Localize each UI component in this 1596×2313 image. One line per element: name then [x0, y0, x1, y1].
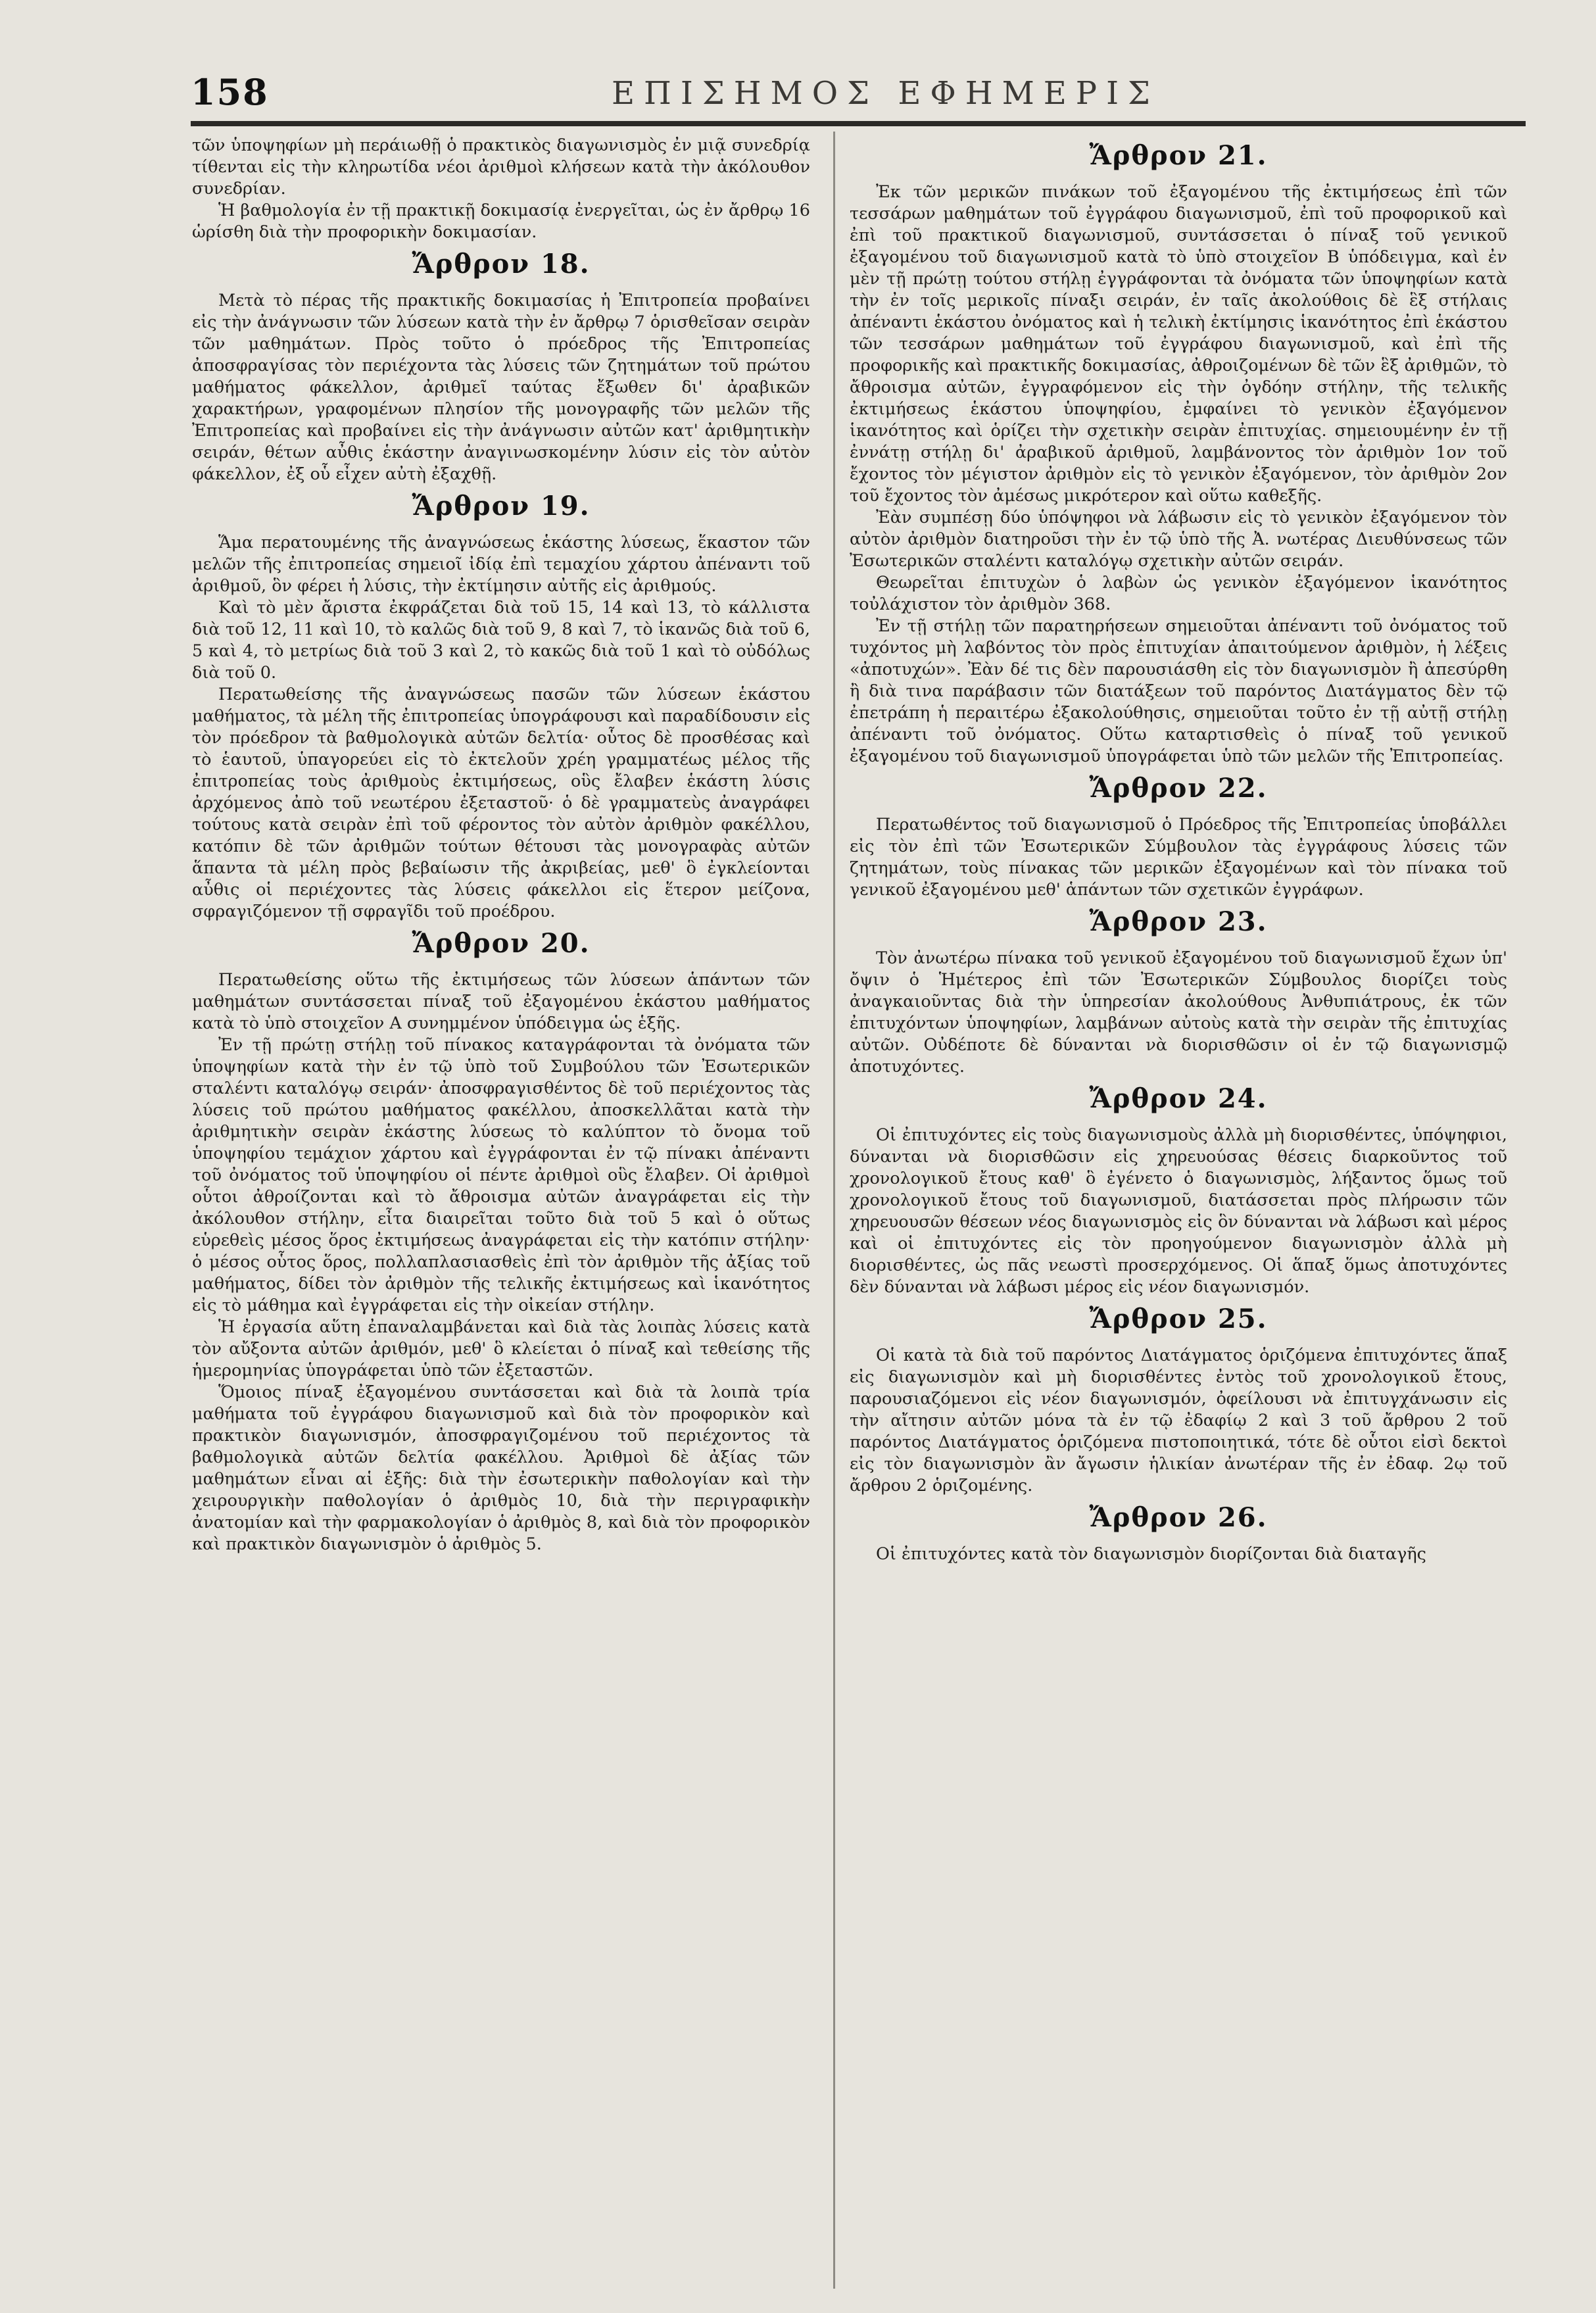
paragraph: Περατωθείσης τῆς ἀναγνώσεως πασῶν τῶν λύσεων ἑκάστου μαθήματος, τὰ μέλη τῆς ἐπιτροπείας ὑπογράφουσι καὶ παραδίδουσιν εἰς τὸν πρόεδρον τὰ βαθμολογικὰ αὐτῶν δελτία· οὗτος δὲ προσθέσας καὶ τὸ ἑαυτοῦ, ὑπαγορεύει εἰς τὸ ἐκτελοῦν χρέη γραμματέως μέλος τῆς ἐπιτροπείας τοὺς ἀριθμοὺς ἐκτιμήσεως, οὓς ἔλαβεν ἑκάστη λύσις ἀρχόμενος ἀπὸ τοῦ νεωτέρου ἐξεταστοῦ· ὁ δὲ γραμματεὺς ἀναγράφει τούτους κατὰ σειρὰν ἐπὶ τοῦ φέροντος τὸν αὐτὸν ἀριθμὸν φακέλλου, κατόπιν δὲ τῶν ἀριθμῶν τούτων θέτουσι τὰς μονογραφὰς αὐτῶν ἅπαντα τὰ μέλη πρὸς βεβαίωσιν τῆς ἀκριβείας, μεθ' ὃ ἐγκλείονται αὖθις οἱ περιέχοντες τὰς λύσεις φάκελλοι εἰς ἕτερον μείζονα, σφραγιζόμενον τῇ σφραγῖδι τοῦ προέδρου.: [192, 685, 810, 921]
article-heading: Ἄρθρον 18.: [412, 249, 591, 280]
left-column: [192, 135, 810, 1555]
paragraph: Ἐὰν συμπέσῃ δύο ὑπόψηφοι νὰ λάβωσιν εἰς τὸ γενικὸν ἐξαγόμενον τὸν αὐτὸν ἀριθμὸν διατηροῦσι τὴν ἐν τῷ ὑπὸ τῆς Ἀ. νωτέρας Διευθύνσεως τῶν Ἐσωτερικῶν σταλέντι καταλόγῳ σχετικὴν αὐτῶν σειράν.: [850, 508, 1507, 571]
paragraph: Μετὰ τὸ πέρας τῆς πρακτικῆς δοκιμασίας ἡ Ἐπιτροπεία προβαίνει εἰς τὴν ἀνάγνωσιν τῶν λύσεων κατὰ τὴν ἐν ἄρθρῳ 7 ὁρισθεῖσαν σειρὰν τῶν μαθημάτων. Πρὸς τοῦτο ὁ πρόεδρος τῆς Ἐπιτροπείας ἀποσφραγίσας τὸν περιέχοντα τὰς λύσεις τῶν ζητημάτων τοῦ πρώτου μαθήματος φάκελλον, ἀριθμεῖ ταύτας ἔξωθεν δι' ἀραβικῶν χαρακτήρων, γραφομένων πλησίον τῆς μονογραφῆς τῶν μελῶν τῆς Ἐπιτροπείας καὶ προβαίνει εἰς τὴν ἀνάγνωσιν αὐτῶν κατ' ἀριθμητικὴν σειράν, θέτων αὖθις ἑκάστην ἀναγινωσκομένην λύσιν εἰς τὸν αὐτὸν φάκελλον, ἐξ οὗ εἶχεν αὐτὴ ἐξαχθῇ.: [192, 291, 810, 484]
paragraph: Οἱ κατὰ τὰ διὰ τοῦ παρόντος Διατάγματος ὁριζόμενα ἐπιτυχόντες ἅπαξ εἰς διαγωνισμὸν καὶ μὴ διορισθέντες ἐντὸς τοῦ χρονολογικοῦ ἔτους, παρουσιαζόμενοι εἰς νέον διαγωνισμόν, ὀφείλουσι νὰ ἐπιτυγχάνωσιν εἰς τὴν αἴτησιν αὐτῶν μόνα τὰ ἐν τῷ ἐδαφίῳ 2 καὶ 3 τοῦ ἄρθρου 2 τοῦ παρόντος Διατάγματος ὁριζόμενα πιστοποιητικά, τότε δὲ οὗτοι εἰσὶ δεκτοὶ εἰς τὸν διαγωνισμὸν ἂν ἄγωσιν ἡλικίαν ἀνωτέραν τῆς ἐν ἐδαφ. 2ῳ τοῦ ἄρθρου 2 ὁριζομένης.: [850, 1346, 1507, 1496]
journal-title: ΕΠΙΣΗΜΟΣ ΕΦΗΜΕΡΙΣ: [612, 75, 1159, 112]
paragraph: Ἐκ τῶν μερικῶν πινάκων τοῦ ἐξαγομένου τῆς ἐκτιμήσεως ἐπὶ τῶν τεσσάρων μαθημάτων τοῦ ἐγγράφου διαγωνισμοῦ, ἐπὶ τοῦ προφορικοῦ καὶ ἐπὶ τοῦ πρακτικοῦ διαγωνισμοῦ, συντάσσεται ὁ πίναξ τοῦ γενικοῦ ἐξαγομένου τοῦ διαγωνισμοῦ κατὰ τὸ ὑπὸ στοιχεῖον Β ὑπόδειγμα, καὶ ἐν μὲν τῇ πρώτῃ τούτου στήλῃ ἐγγράφονται τὰ ὀνόματα τῶν ὑποψηφίων κατὰ τὴν ἐν τοῖς μερικοῖς πίναξι σειράν, ἐν ταῖς ἀκολούθοις δὲ ἓξ στήλαις ἀπέναντι ἑκάστου ὀνόματος καὶ ἡ τελικὴ ἐκτίμησις ἱκανότητος ἐπὶ ἑκάστου τῶν τεσσάρων μαθημάτων τοῦ ἐγγράφου διαγωνισμοῦ, καὶ ἐπὶ τῆς προφορικῆς καὶ πρακτικῆς δοκιμασίας, ἀθροιζομένων δὲ τῶν ἓξ ἀριθμῶν, τὸ ἄθροισμα αὐτῶν, ἐγγραφόμενον εἰς τὴν ὀγδόην στήλην, τῆς τελικῆς ἐκτιμήσεως ἑκάστου ὑποψηφίου, ἐμφαίνει τὸ γενικὸν ἐξαγόμενον ἱκανότητος καὶ ὁρίζει τὴν σχετικὴν σειρὰν ἐπιτυχίας. σημειουμένην ἐν τῇ ἐννάτῃ στήλῃ δι' ἀραβικοῦ ἀριθμοῦ, λαμβάνοντος τὸν ἀριθμὸν 1ον τοῦ ἔχοντος τὸν μέγιστον ἀριθμὸν εἰς τὸ γενικὸν ἐξαγόμενον, τὸν ἀριθμὸν 2ον τοῦ ἔχοντος τὸν ἀμέσως μικρότερον καὶ οὕτω καθεξῆς.: [850, 182, 1507, 506]
page-number: 158: [191, 71, 269, 113]
column-divider: [833, 132, 835, 2289]
article-heading: Ἄρθρον 19.: [412, 491, 591, 522]
paragraph: Ἅμα περατουμένης τῆς ἀναγνώσεως ἑκάστης λύσεως, ἕκαστον τῶν μελῶν τῆς ἐπιτροπείας σημειοῖ ἰδίᾳ ἐπὶ τεμαχίου χάρτου ἀπέναντι τοῦ ἀριθμοῦ, ὃν φέρει ἡ λύσις, τὴν ἐκτίμησιν αὐτῆς εἰς ἀριθμούς.: [192, 533, 810, 596]
paragraph: Περατωθέντος τοῦ διαγωνισμοῦ ὁ Πρόεδρος τῆς Ἐπιτροπείας ὑποβάλλει εἰς τὸν ἐπὶ τῶν Ἐσωτερικῶν Σύμβουλον τὰς ἐγγράφους λύσεις τῶν ζητημάτων, τοὺς πίνακας τῶν μερικῶν ἐξαγομένων καὶ τὸν πίνακα τοῦ γενικοῦ ἐξαγομένου μεθ' ἁπάντων τῶν σχετικῶν ἐγγράφων.: [850, 815, 1507, 900]
paragraph: Τὸν ἀνωτέρω πίνακα τοῦ γενικοῦ ἐξαγομένου τοῦ διαγωνισμοῦ ἔχων ὑπ' ὄψιν ὁ Ἡμέτερος ἐπὶ τῶν Ἐσωτερικῶν Σύμβουλος διορίζει τοὺς ἀναγκαιοῦντας διὰ τὴν ὑπηρεσίαν ἀκολούθους Ἀνθυπιάτρους, ἐκ τῶν ἐπιτυχόντων ὑποψηφίων, λαμβάνων αὐτοὺς κατὰ τὴν σειρὰν τῆς ἐπιτυχίας αὐτῶν. Οὐδέποτε δὲ δύνανται νὰ διορισθῶσιν οἱ ἐν τῷ διαγωνισμῷ ἀποτυχόντες.: [850, 948, 1507, 1077]
paragraph: Ἐν τῇ πρώτῃ στήλῃ τοῦ πίνακος καταγράφονται τὰ ὀνόματα τῶν ὑποψηφίων κατὰ τὴν ἐν τῷ ὑπὸ τοῦ Συμβούλου τῶν Ἐσωτερικῶν σταλέντι καταλόγῳ σειράν· ἀποσφραγισθέντος δὲ τοῦ περιέχοντος τὰς λύσεις τοῦ πρώτου μαθήματος φακέλλου, ἀποσκελλᾶται κατὰ τὴν ἀριθμητικὴν σειρὰν ἑκάστης λύσεως τὸ καλύπτον τὸ ὄνομα τοῦ ὑποψηφίου τεμάχιον χάρτου καὶ ἐγγράφονται ἐν τῷ πίνακι ἀπέναντι τοῦ ὀνόματος τοῦ ὑποψηφίου οἱ πέντε ἀριθμοὶ οὓς ἔλαβεν. Οἱ ἀριθμοὶ οὗτοι ἀθροίζονται καὶ τὸ ἄθροισμα αὐτῶν ἀναγράφεται εἰς τὴν ἀκόλουθον στήλην, εἶτα διαιρεῖται τοῦτο διὰ τοῦ 5 καὶ ὁ οὕτως εὑρεθεὶς μέσος ὅρος ἐκτιμήσεως ἀναγράφεται εἰς τὴν κατόπιν στήλην· ὁ μέσος οὗτος ὅρος, πολλαπλασιασθεὶς ἐπὶ τὸν ἀριθμὸν τῆς ἀξίας τοῦ μαθήματος, δίδει τὸν ἀριθμὸν τῆς τελικῆς ἐκτιμήσεως καὶ ἱκανότητος εἰς τὸ μάθημα καὶ ἐγγράφεται εἰς τὴν οἰκείαν στήλην.: [192, 1035, 810, 1315]
paragraph: Περατωθείσης οὕτω τῆς ἐκτιμήσεως τῶν λύσεων ἁπάντων τῶν μαθημάτων συντάσσεται πίναξ τοῦ ἐξαγομένου ἑκάστου μαθήματος κατὰ τὸ ὑπὸ στοιχεῖον Α συνημμένον ὑπόδειγμα ὡς ἑξῆς.: [192, 970, 810, 1033]
page-header: [191, 71, 1526, 117]
paragraph: Οἱ ἐπιτυχόντες εἰς τοὺς διαγωνισμοὺς ἀλλὰ μὴ διορισθέντες, ὑπόψηφιοι, δύνανται νὰ διορισθῶσιν εἰς χηρευούσας θέσεις διαρκοῦντος τοῦ χρονολογικοῦ ἔτους καθ' ὃ ἐγένετο ὁ διαγωνισμὸς, λήξαντος ὅμως τοῦ χρονολογικοῦ ἔτους τοῦ διαγωνισμοῦ, διατάσσεται πρὸς πλήρωσιν τῶν χηρευουσῶν θέσεων νέος διαγωνισμὸς εἰς ὃν δύνανται νὰ λάβωσι καὶ μέρος καὶ οἱ ἐπιτυχόντες εἰς τὸν προηγούμενον διαγωνισμὸν ἀλλὰ μὴ διορισθέντες, ὡς πᾶς νεωστὶ προσερχόμενος. Οἱ ἅπαξ ὅμως ἀποτυχόντες δὲν δύνανται νὰ λάβωσι μέρος εἰς νέον διαγωνισμόν.: [850, 1125, 1507, 1297]
article-heading: Ἄρθρον 22.: [1089, 773, 1268, 804]
paragraph: Καὶ τὸ μὲν ἄριστα ἐκφράζεται διὰ τοῦ 15, 14 καὶ 13, τὸ κάλλιστα διὰ τοῦ 12, 11 καὶ 10, τὸ καλῶς διὰ τοῦ 9, 8 καὶ 7, τὸ ἱκανῶς διὰ τοῦ 6, 5 καὶ 4, τὸ μετρίως διὰ τοῦ 3 καὶ 2, τὸ κακῶς διὰ τοῦ 1 καὶ τὸ οὐδόλως διὰ τοῦ 0.: [192, 598, 810, 683]
paragraph: Θεωρεῖται ἐπιτυχὼν ὁ λαβὼν ὡς γενικὸν ἐξαγόμενον ἱκανότητος τοὐλάχιστον τὸν ἀριθμὸν 368.: [850, 573, 1507, 614]
article-heading: Ἄρθρον 25.: [1089, 1303, 1268, 1334]
paragraph: Ὅμοιος πίναξ ἐξαγομένου συντάσσεται καὶ διὰ τὰ λοιπὰ τρία μαθήματα τοῦ ἐγγράφου διαγωνισμοῦ καὶ διὰ τὸν προφορικὸν καὶ πρακτικὸν διαγωνισμόν, ἀποσφραγιζομένου τοῦ περιέχοντος τὰ βαθμολογικὰ αὐτῶν δελτία φακέλλου. Ἀριθμοὶ δὲ ἀξίας τῶν μαθημάτων εἶναι αἱ ἑξῆς: διὰ τὴν ἐσωτερικὴν παθολογίαν καὶ τὴν χειρουργικὴν παθολογίαν ὁ ἀριθμὸς 10, διὰ τὴν περιγραφικὴν ἀνατομίαν καὶ τὴν φαρμακολογίαν ὁ ἀριθμὸς 8, καὶ διὰ τὸν προφορικὸν καὶ πρακτικὸν διαγωνισμὸν ὁ ἀριθμὸς 5.: [192, 1382, 810, 1554]
paragraph: Οἱ ἐπιτυχόντες κατὰ τὸν διαγωνισμὸν διορίζονται διὰ διαταγῆς: [876, 1544, 1426, 1564]
paragraph: Ἐν τῇ στήλῃ τῶν παρατηρήσεων σημειοῦται ἀπέναντι τοῦ ὀνόματος τοῦ τυχόντος μὴ λαβόντος τὸν πρὸς ἐπιτυχίαν ἀπαιτούμενον ἀριθμὸν, ἡ λέξεις «ἀποτυχών». Ἐὰν δέ τις δὲν παρουσιάσθη εἰς τὸν διαγωνισμὸν ἢ ἀπεσύρθη ἢ διὰ τινα παράβασιν τῶν διατάξεων τοῦ παρόντος Διατάγματος δὲν τῷ ἐπετράπη ἡ περαιτέρω ἐξακολούθησις, σημειοῦται τοῦτο ἐν τῇ αὐτῇ στήλῃ ἀπέναντι τοῦ ὀνόματος. Οὕτω καταρτισθεὶς ὁ πίναξ τοῦ γενικοῦ ἐξαγομένου τοῦ διαγωνισμοῦ ὑπογράφεται ὑπὸ τῶν μελῶν τῆς Ἐπιτροπείας.: [850, 616, 1507, 766]
article-heading: Ἄρθρον 26.: [1089, 1502, 1268, 1533]
article-heading: Ἄρθρον 24.: [1089, 1083, 1268, 1114]
article-heading: Ἄρθρον 23.: [1089, 906, 1268, 937]
paragraph: Ἡ βαθμολογία ἐν τῇ πρακτικῇ δοκιμασίᾳ ἐνεργεῖται, ὡς ἐν ἄρθρῳ 16 ὡρίσθη διὰ τὴν προφορικὴν δοκιμασίαν.: [192, 201, 810, 242]
header-rule: [191, 121, 1526, 126]
article-heading: Ἄρθρον 20.: [412, 928, 591, 959]
paragraph: τῶν ὑποψηφίων μὴ περάιωθῇ ὁ πρακτικὸς διαγωνισμὸς ἐν μιᾷ συνεδρίᾳ τίθενται εἰς τὴν κληρωτίδα νέοι ἀριθμοὶ κλήσεων κατὰ τὴν ἀκόλουθον συνεδρίαν.: [192, 135, 810, 199]
article-heading: Ἄρθρον 21.: [1089, 140, 1268, 171]
right-column: [850, 135, 1507, 1565]
paragraph: Ἡ ἐργασία αὕτη ἐπαναλαμβάνεται καὶ διὰ τὰς λοιπὰς λύσεις κατὰ τὸν αὔξοντα αὐτῶν ἀριθμόν, μεθ' ὃ κλείεται ὁ πίναξ καὶ τεθείσης τῆς ἡμερομηνίας ὑπογράφεται ὑπὸ τῶν ἐξεταστῶν.: [192, 1317, 810, 1380]
